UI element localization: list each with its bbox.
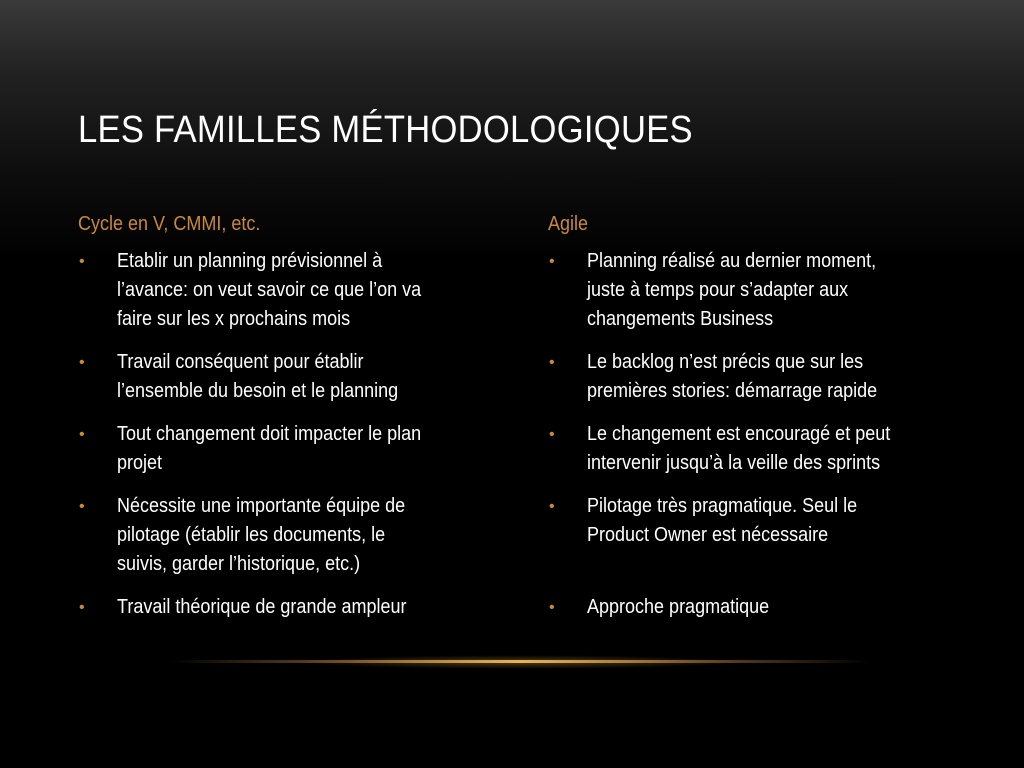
bullet-icon: • (79, 426, 85, 443)
right-column (548, 208, 968, 636)
bullet-text: Planning réalisé au dernier moment, juste à temps pour s’adapter aux changements Business (587, 250, 877, 330)
bullet-text: Tout changement doit impacter le plan projet (117, 423, 422, 474)
bullet-item (78, 348, 488, 406)
right-bullet-list (548, 247, 968, 622)
bullet-item (548, 492, 968, 550)
bullet-icon: • (549, 253, 555, 270)
bullet-item (78, 593, 488, 622)
bullet-text: Etablir un planning prévisionnel à l’avance: on veut savoir ce que l’on va faire sur les x prochains mois (117, 250, 422, 330)
bullet-icon: • (549, 354, 555, 371)
left-column (78, 208, 488, 636)
left-bullet-list (78, 247, 488, 622)
bullet-item (548, 593, 968, 622)
bullet-item (78, 247, 488, 334)
bullet-text: Approche pragmatique (587, 596, 770, 618)
bullet-icon: • (549, 426, 555, 443)
left-column-heading: Cycle en V, CMMI, etc. (78, 213, 261, 235)
bullet-text: Le backlog n’est précis que sur les premières stories: démarrage rapide (587, 351, 878, 402)
bullet-icon: • (79, 253, 85, 270)
bullet-item (548, 247, 968, 334)
bullet-icon: • (79, 354, 85, 371)
bullet-item (78, 492, 488, 579)
bullet-icon: • (79, 498, 85, 515)
bullet-item (548, 420, 968, 478)
bullet-icon: • (79, 599, 85, 616)
bullet-item (78, 420, 488, 478)
slide-title: LES FAMILLES MÉTHODOLOGIQUES (78, 109, 693, 151)
bullet-icon: • (549, 599, 555, 616)
bullet-icon: • (549, 498, 555, 515)
right-column-heading: Agile (548, 213, 589, 235)
bullet-text: Pilotage très pragmatique. Seul le Product Owner est nécessaire (587, 495, 858, 546)
bullet-item (548, 348, 968, 406)
bullet-text: Nécessite une importante équipe de pilotage (établir les documents, le suivis, garder l’historique, etc.) (117, 495, 406, 575)
gold-divider (170, 660, 870, 663)
bullet-text: Le changement est encouragé et peut intervenir jusqu’à la veille des sprints (587, 423, 891, 474)
bullet-text: Travail conséquent pour établir l’ensemble du besoin et le planning (117, 351, 399, 402)
bullet-text: Travail théorique de grande ampleur (117, 596, 407, 618)
